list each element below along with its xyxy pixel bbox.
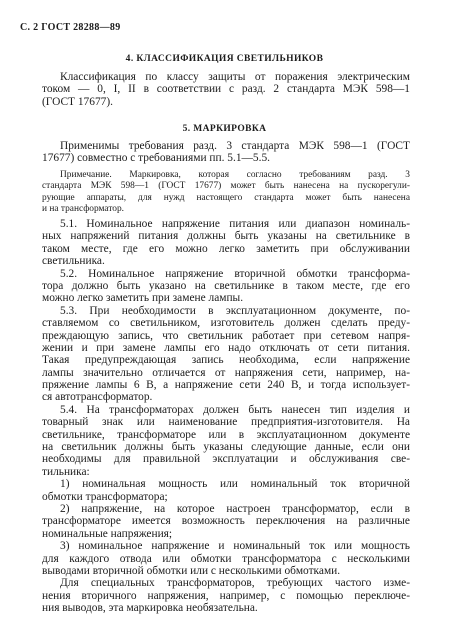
section-5-intro bbox=[42, 140, 410, 165]
list-item-line: для каждого отвода или обмотки трансформатора с несколькими bbox=[42, 552, 410, 565]
text-line: Для специальных трансформаторов, требующих частого изме- bbox=[60, 577, 410, 590]
note-line: рующие аппараты, для нужд настоящего стандарта может быть нанесена bbox=[42, 192, 410, 203]
text-line: током — 0, I, II в соответствии с разд. 2 стандарта МЭК 598—1 bbox=[42, 83, 410, 96]
text-line: ся автотрансформатор. bbox=[42, 391, 153, 404]
page-header: С. 2 ГОСТ 28288—89 bbox=[20, 22, 121, 33]
text-line: (ГОСТ 17677). bbox=[42, 95, 113, 108]
text-line: нения вторичного напряжения, например, с помощью переключе- bbox=[42, 589, 410, 602]
text-line: ставляемом со светильником, изготовитель должен сделать преду- bbox=[42, 317, 410, 330]
text-line: светильника. bbox=[42, 255, 105, 268]
list-item-line: выводами вторичной обмотки или с несколькими обмотками. bbox=[42, 564, 341, 577]
list-item-line: номинальные напряжения; bbox=[42, 527, 173, 540]
section-5-note bbox=[42, 170, 410, 215]
text-line: тильника: bbox=[42, 465, 90, 478]
section-5-heading: 5. МАРКИРОВКА bbox=[182, 124, 267, 134]
text-line: лампы значительно отличается от напряжения сети, например, на- bbox=[42, 366, 410, 379]
section-4-heading: 4. КЛАССИФИКАЦИЯ СВЕТИЛЬНИКОВ bbox=[125, 54, 324, 64]
text-line: 5.2. Номинальное напряжение вторичной обмотки трансформа- bbox=[60, 267, 410, 280]
list-item-line: трансформаторе имеется возможность переключения на различные bbox=[42, 515, 410, 528]
text-line: 5.1. Номинальное напряжение питания или диапазон номиналь- bbox=[60, 218, 410, 230]
text-line: 5.3. При необходимости в эксплуатационном документе, по- bbox=[60, 304, 410, 317]
text-line: ния выводов, эта маркировка необязательна. bbox=[42, 602, 258, 615]
text-line: таком месте, где его можно легко заметить при обслуживании bbox=[42, 242, 410, 255]
text-line: необходимы для правильной эксплуатации и обслуживания све- bbox=[42, 453, 410, 466]
text-line: товарный знак или наименование предприятия-изготовителя. На bbox=[42, 416, 410, 429]
list-item-line: 2) напряжение, на которое настроен трансформатор, если в bbox=[60, 502, 410, 515]
list-item-line: обмотки трансформатора; bbox=[42, 490, 168, 503]
section-4-text bbox=[42, 71, 410, 108]
text-line: преждающую запись, что светильник работает при сетевом напря- bbox=[42, 329, 410, 342]
text-line: ных напряжений питания должны быть указаны на светильнике в bbox=[42, 230, 410, 243]
text-line: жении и при замене лампы его надо отключать от сети питания. bbox=[42, 341, 410, 354]
text-line: тора должно быть указано на светильнике в таком месте, где его bbox=[42, 279, 410, 292]
text-line: 17677) совместно с требованиями пп. 5.1—5.5. bbox=[42, 152, 271, 165]
list-item-line: 3) номинальное напряжение и номинальный ток или мощность bbox=[60, 540, 410, 553]
text-line: 5.4. На трансформаторах должен быть нанесен тип изделия и bbox=[60, 403, 410, 416]
text-line: пряжение лампы 6 В, а напряжение сети 240 В, и тогда использует- bbox=[42, 379, 410, 392]
section-5-body bbox=[42, 218, 410, 615]
text-line: Такая предупреждающая запись необходима, если напряжение bbox=[42, 354, 410, 367]
text-line: светильнике, трансформаторе или в эксплуатационном документе bbox=[42, 428, 410, 441]
list-item-line: 1) номинальная мощность или номинальный ток вторичной bbox=[60, 478, 410, 491]
note-line: Примечание. Маркировка, которая согласно требованиям разд. 3 bbox=[60, 170, 410, 180]
text-line: Классификация по классу защиты от поражения электрическим bbox=[60, 71, 410, 83]
note-line: и на трансформатор. bbox=[42, 203, 125, 214]
note-line: стандарта МЭК 598—1 (ГОСТ 17677) может быть нанесена на пускорегули- bbox=[42, 181, 410, 192]
text-line: Применимы требования разд. 3 стандарта МЭК 598—1 (ГОСТ bbox=[60, 140, 410, 152]
text-line: можно легко заметить при замене лампы. bbox=[42, 292, 244, 305]
text-line: на светильник должны быть указаны следующие данные, если они bbox=[42, 441, 410, 454]
